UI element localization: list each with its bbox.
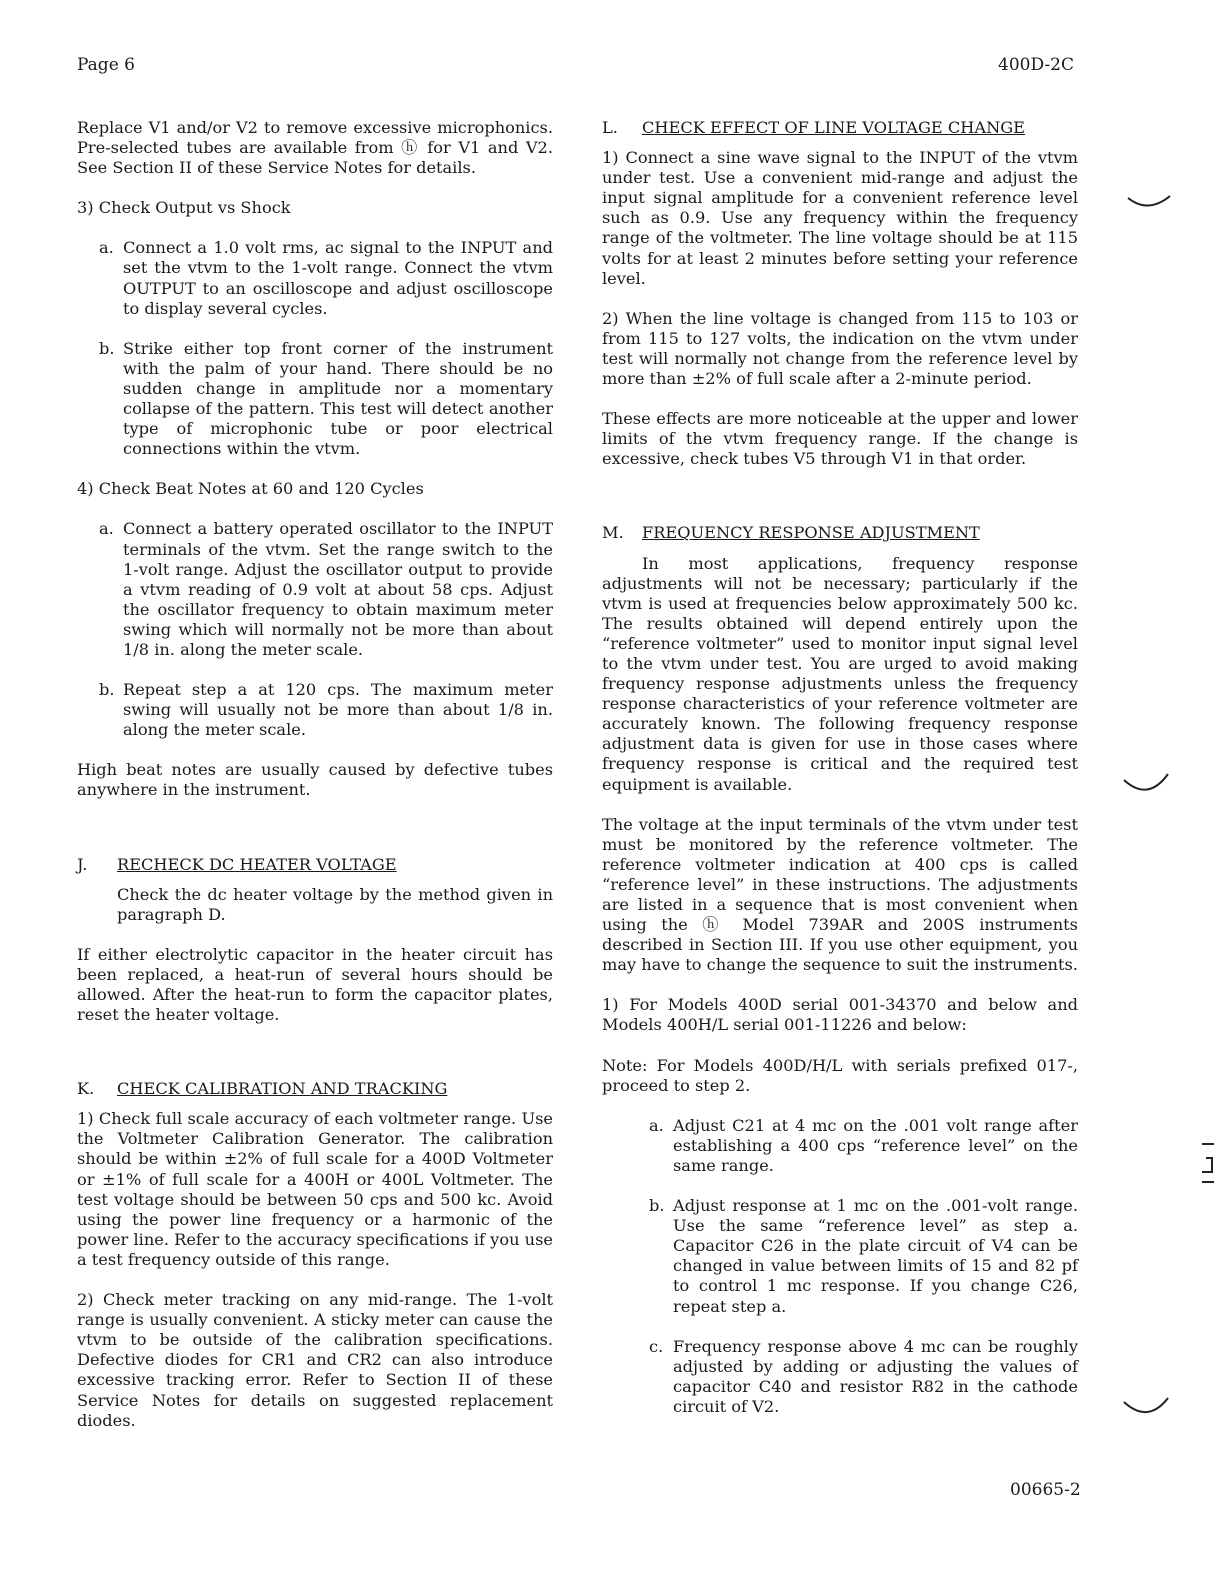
step-label: c. [649,1336,664,1356]
section-k-paragraph-1: 1) Check full scale accuracy of each voltmeter range. Use the Voltmeter Calibration Generator. The calibration should be within ±2% of full scale for a 400D Voltmeter or ±1% of full scale for a 400H or 400L Voltmeter. The test voltage should be between 50 cps and 500 kc. Avoid using the power line frequency or a harmonic of the power line. Refer to the accuracy specifications if you use a test frequency outside of this range. [77,1109,553,1269]
right-column [602,118,1078,1437]
page-number: Page 6 [77,55,135,75]
section-l-paragraph-3: These effects are more noticeable at the upper and lower limits of the vtvm frequency range. If the change is excessive, check tubes V5 through V1 in that order. [602,409,1078,469]
check-mark-icon [1122,1396,1170,1424]
step-text: Adjust C21 at 4 mc on the .001 volt range after establishing a 400 cps “reference level” on the same range. [673,1115,1078,1175]
step-text: Frequency response above 4 mc can be roughly adjusted by adding or adjusting the values of capacitor C40 and resistor R82 in the cathode circuit of V2. [673,1336,1078,1416]
section-l-paragraph-1: 1) Connect a sine wave signal to the INPUT of the vtvm under test. Use a convenient mid-range and adjust the input signal amplitude for a convenient reference level such as 0.9. Use any frequency within the frequency range of the voltmeter. The line voltage should be at 115 volts for at least 2 minutes before setting your reference level. [602,148,1078,288]
step-4a [77,519,553,660]
step-4-title: Check Beat Notes at 60 and 120 Cycles [98,479,424,499]
step-4b [77,680,553,740]
step-4-number: 4) [77,479,94,499]
section-title: RECHECK DC HEATER VOLTAGE [117,854,397,874]
step-label: b. [649,1196,665,1216]
section-m-paragraph-3: 1) For Models 400D serial 001-34370 and below and Models 400H/L serial 001-11226 and below: [602,995,1078,1035]
step-m-b [602,1196,1078,1317]
step-3b [77,339,553,460]
left-column [77,118,553,1451]
step-label: b. [99,680,115,700]
section-l-paragraph-2: 2) When the line voltage is changed from 115 to 103 or from 115 to 127 volts, the indication on the vtvm under test will normally not change from the reference level by more than ±2% of full scale after a 2-minute period. [602,308,1078,389]
margin-bracket-icon [1198,1140,1218,1186]
step-m-a [602,1116,1078,1176]
step-3a [77,238,553,318]
check-mark-icon [1126,192,1172,214]
intro-paragraph: Replace V1 and/or V2 to remove excessive microphonics. Pre-selected tubes are available from ⓗ for V1 and V2. See Section II of these Service Notes for details. [77,118,553,178]
section-m-paragraph-1: In most applications, frequency response adjustments will not be necessary; particularly if the vtvm is used at frequencies below approximately 500 kc. The results obtained will depend entirely upon the “reference voltmeter” used to monitor input signal level to the vtvm under test. You are urged to avoid making frequency response adjustments unless the frequency response characteristics of your reference voltmeter are accurately known. The following frequency response adjustment data is given for use in those cases where frequency response is critical and the required test equipment is available. [602,553,1078,794]
step-m-c [602,1337,1078,1417]
step-label: a. [99,519,114,539]
step-4-heading [77,479,553,499]
model-number: 400D-2C [998,55,1074,75]
step-label: b. [99,338,115,358]
section-m-heading [602,523,1078,543]
section-j-heading [77,855,553,875]
check-mark-icon [1122,772,1170,800]
section-m-note: Note: For Models 400D/H/L with serials prefixed 017-, proceed to step 2. [602,1055,1078,1095]
section-j-paragraph-2: If either electrolytic capacitor in the heater circuit has been replaced, a heat-run of several hours should be allowed. After the heat-run to form the capacitor plates, reset the heater voltage. [77,944,553,1025]
section-letter: L. [602,118,618,137]
section-title: FREQUENCY RESPONSE ADJUSTMENT [642,523,980,543]
step-3-heading [77,198,553,218]
step-text: Strike either top front corner of the instrument with the palm of your hand. There should be no sudden change in amplitude nor a momentary collapse of the pattern. This test will detect another type of microphonic tube or poor electrical connections within the vtvm. [123,338,553,459]
step-text: Connect a battery operated oscillator to the INPUT terminals of the vtvm. Set the range switch to the 1-volt range. Adjust the oscillator output to provide a vtvm reading of 0.9 volt at about 58 cps. Adjust the oscillator frequency to obtain maximum meter swing which will normally not be more than about 1/8 in. along the meter scale. [123,519,553,659]
step-label: a. [649,1115,664,1135]
section-title: CHECK EFFECT OF LINE VOLTAGE CHANGE [642,118,1025,137]
step-text: Connect a 1.0 volt rms, ac signal to the INPUT and set the vtvm to the 1-volt range. Connect the vtvm OUTPUT to an oscilloscope and adjust oscilloscope to display several cycles. [123,238,553,318]
step-text: Adjust response at 1 mc on the .001-volt range. Use the same “reference level” as step a. Capacitor C26 in the plate circuit of V4 can be changed in value between limits of 15 and 82 pf to control 1 mc response. If you change C26, repeat step a. [673,1196,1078,1316]
section-j-paragraph-1: Check the dc heater voltage by the method given in paragraph D. [117,884,553,924]
section-letter: M. [602,523,624,543]
step-3-title: Check Output vs Shock [98,198,291,218]
section-k-paragraph-2: 2) Check meter tracking on any mid-range. The 1-volt range is usually convenient. A sticky meter can cause the vtvm to be outside of the calibration specifications. Defective diodes for CR1 and CR2 can also introduce excessive tracking error. Refer to Section II of these Service Notes for details on suggested replacement diodes. [77,1290,553,1430]
section-l-heading [602,118,1078,138]
footer-code: 00665-2 [1010,1480,1081,1500]
step-3-number: 3) [77,198,94,218]
section-letter: K. [77,1079,95,1099]
step-text: Repeat step a at 120 cps. The maximum meter swing will usually not be more than about 1/8 in. along the meter scale. [123,680,553,740]
section-k-heading [77,1079,553,1099]
step-label: a. [99,238,114,258]
section-m-paragraph-2: The voltage at the input terminals of the vtvm under test must be monitored by the reference voltmeter. The reference voltmeter indication at 400 cps is called “reference level” in these instructions. The adjustments are listed in a sequence that is most convenient when using the ⓗ Model 739AR and 200S instruments described in Section III. If you use other equipment, you may have to change the sequence to suit the instruments. [602,814,1078,975]
section-title: CHECK CALIBRATION AND TRACKING [117,1079,448,1099]
section-letter: J. [77,854,88,874]
beat-notes-paragraph: High beat notes are usually caused by defective tubes anywhere in the instrument. [77,760,553,800]
